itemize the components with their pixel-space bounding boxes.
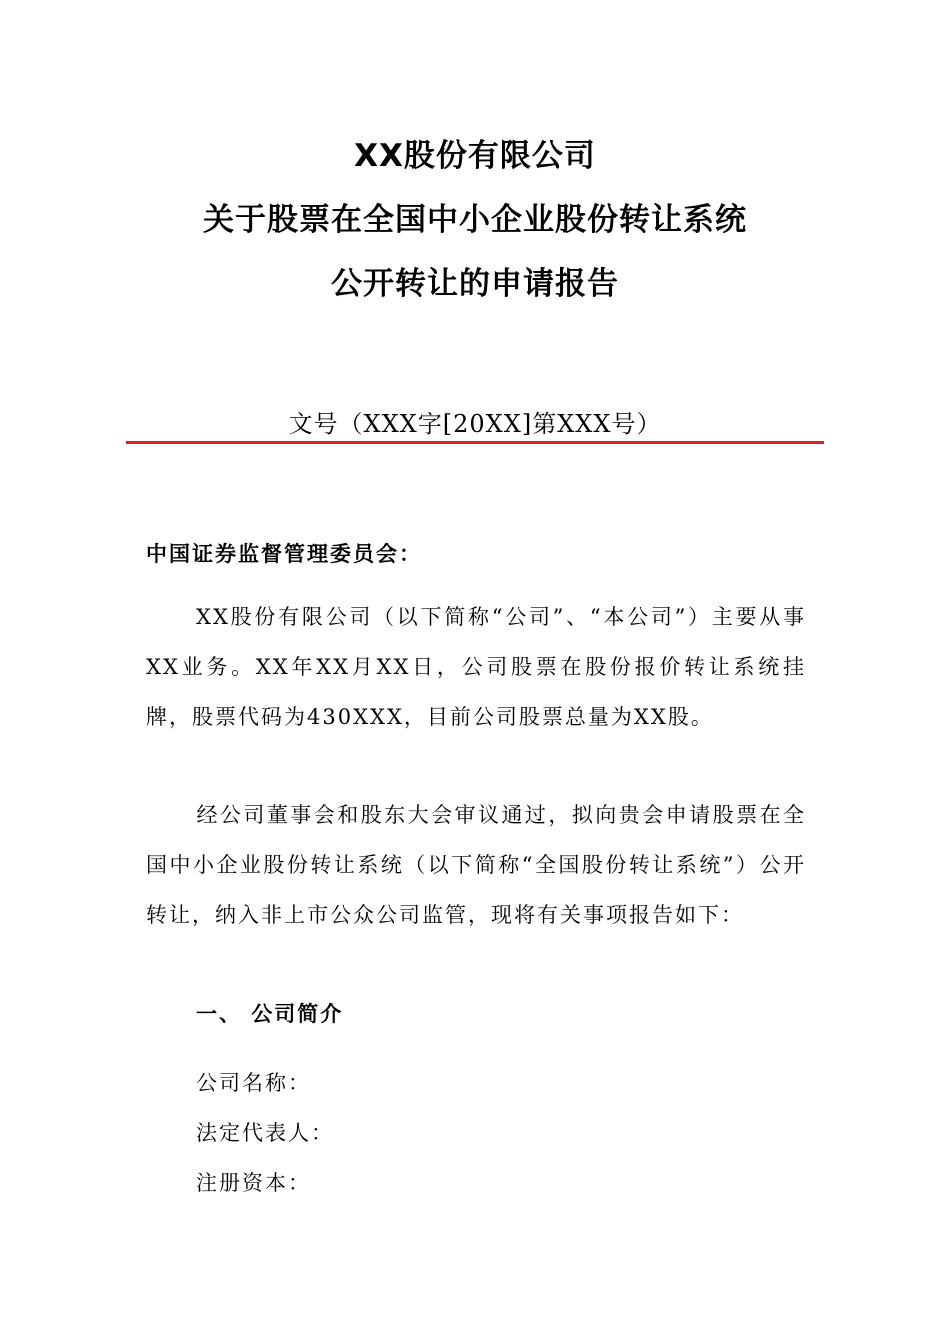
title-line-report: 公开转让的申请报告 <box>331 266 619 302</box>
paragraph-text: 经公司董事会和股东大会审议通过，拟向贵会申请股票在全国中小企业股份转让系统（以下简称“全国股份转让系统”）公开转让，纳入非上市公众公司监管，现将有关事项报告如下： <box>146 803 806 927</box>
section-heading-company-intro: 一、 公司简介 <box>196 1002 344 1026</box>
document-number: 文号（XXX字[20XX]第XXX号） <box>288 410 662 438</box>
field-registered-capital: 注册资本： <box>196 1171 311 1195</box>
field-company-name: 公司名称： <box>196 1071 311 1095</box>
red-divider-line <box>126 441 824 444</box>
company-field-list <box>196 1058 334 1208</box>
paragraph-text: XX股份有限公司（以下简称“公司”、“本公司”）主要从事XX业务。XX年XX月XX日，公司股票在股份报价转让系统挂牌，股票代码为430XXX，目前公司股票总量为XX股。 <box>146 605 806 729</box>
title-line-subject: 关于股票在全国中小企业股份转让系统 <box>203 202 747 238</box>
document-title <box>0 124 950 316</box>
salutation: 中国证券监督管理委员会： <box>146 542 422 566</box>
field-legal-representative: 法定代表人： <box>196 1121 334 1145</box>
paragraph-company-overview <box>146 592 806 742</box>
title-line-company: XX股份有限公司 <box>354 138 596 174</box>
paragraph-application <box>146 790 806 940</box>
